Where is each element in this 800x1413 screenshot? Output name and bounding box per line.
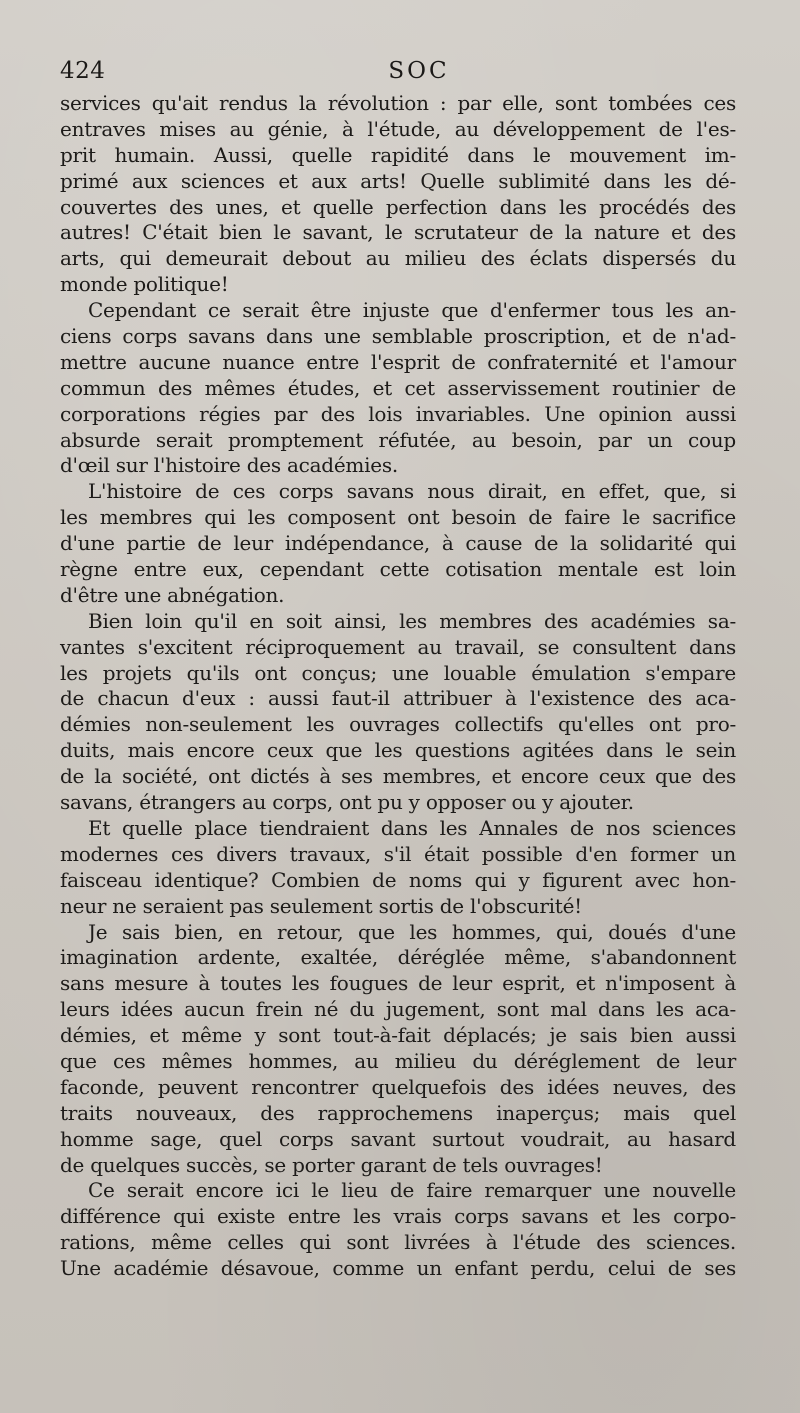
text-line: corporations régies par des lois invariables. Une opinion aussi: [60, 401, 736, 426]
text-line: démies non-seulement les ouvrages collectifs qu'elles ont pro-: [60, 712, 736, 737]
text-line: homme sage, quel corps savant surtout voudrait, au hasard: [60, 1126, 736, 1151]
body-text: [60, 91, 736, 1282]
paragraph: [60, 298, 736, 479]
text-line: autres! C'était bien le savant, le scrutateur de la nature et des: [60, 220, 736, 245]
text-line: Une académie désavoue, comme un enfant perdu, celui de ses: [60, 1256, 736, 1281]
text-line: Ce serait encore ici le lieu de faire remarquer une nouvelle: [88, 1178, 736, 1203]
text-line: mettre aucune nuance entre l'esprit de confraternité et l'amour: [60, 349, 736, 374]
text-line: commun des mêmes études, et cet asservissement routinier de: [60, 375, 736, 400]
text-line: neur ne seraient pas seulement sortis de l'obscurité!: [60, 893, 582, 918]
text-line: ciens corps savans dans une semblable proscription, et de n'ad-: [60, 324, 736, 349]
text-line: rations, même celles qui sont livrées à l'étude des sciences.: [60, 1230, 736, 1255]
text-line: traits nouveaux, des rapprochemens inaperçus; mais quel: [60, 1100, 736, 1125]
text-line: savans, étrangers au corps, ont pu y opposer ou y ajouter.: [60, 790, 634, 815]
text-line: Je sais bien, en retour, que les hommes, qui, doués d'une: [88, 919, 736, 944]
text-line: primé aux sciences et aux arts! Quelle sublimité dans les dé-: [60, 168, 736, 193]
text-line: couvertes des unes, et quelle perfection dans les procédés des: [60, 194, 736, 219]
text-line: duits, mais encore ceux que les questions agitées dans le sein: [60, 738, 736, 763]
text-line: démies, et même y sont tout-à-fait déplacés; je sais bien aussi: [60, 1023, 736, 1048]
text-line: prit humain. Aussi, quelle rapidité dans le mouvement im-: [60, 142, 736, 167]
paragraph: [60, 920, 736, 1179]
text-line: imagination ardente, exaltée, déréglée même, s'abandonnent: [60, 945, 736, 970]
text-line: Et quelle place tiendraient dans les Annales de nos sciences: [88, 815, 736, 840]
text-line: faconde, peuvent rencontrer quelquefois des idées neuves, des: [60, 1074, 736, 1099]
paragraph: [60, 609, 736, 816]
paragraph: [60, 1178, 736, 1282]
text-line: les projets qu'ils ont conçus; une louable émulation s'empare: [60, 660, 736, 685]
text-line: de la société, ont dictés à ses membres, et encore ceux que des: [60, 764, 736, 789]
text-line: monde politique!: [60, 272, 229, 297]
paragraph: [60, 479, 736, 608]
page-number: 424: [60, 58, 106, 84]
paragraph: [60, 816, 736, 920]
text-line: Bien loin qu'il en soit ainsi, les membres des académies sa-: [88, 608, 736, 633]
text-line: que ces mêmes hommes, au milieu du déréglement de leur: [60, 1048, 736, 1073]
text-line: sans mesure à toutes les fougues de leur esprit, et n'imposent à: [60, 971, 736, 996]
paragraph: [60, 91, 736, 298]
text-line: entraves mises au génie, à l'étude, au développement de l'es-: [60, 116, 736, 141]
text-line: d'œil sur l'histoire des académies.: [60, 453, 398, 478]
text-line: arts, qui demeurait debout au milieu des éclats dispersés du: [60, 246, 736, 271]
text-line: règne entre eux, cependant cette cotisation mentale est loin: [60, 557, 736, 582]
text-line: d'une partie de leur indépendance, à cause de la solidarité qui: [60, 531, 736, 556]
text-line: faisceau identique? Combien de noms qui y figurent avec hon-: [60, 867, 736, 892]
text-line: de chacun d'eux : aussi faut-il attribuer à l'existence des aca-: [60, 686, 736, 711]
text-line: services qu'ait rendus la révolution : par elle, sont tombées ces: [60, 91, 736, 115]
text-line: L'histoire de ces corps savans nous dirait, en effet, que, si: [88, 479, 736, 504]
text-line: absurde serait promptement réfutée, au besoin, par un coup: [60, 427, 736, 452]
text-line: vantes s'excitent réciproquement au travail, se consultent dans: [60, 634, 736, 659]
text-line: de quelques succès, se porter garant de tels ouvrages!: [60, 1152, 603, 1177]
text-line: Cependant ce serait être injuste que d'enfermer tous les an-: [88, 298, 736, 323]
text-line: d'être une abnégation.: [60, 582, 285, 607]
text-line: modernes ces divers travaux, s'il était possible d'en former un: [60, 841, 736, 866]
text-line: différence qui existe entre les vrais corps savans et les corpo-: [60, 1204, 736, 1229]
page-header: [60, 56, 734, 90]
text-line: leurs idées aucun frein né du jugement, sont mal dans les aca-: [60, 997, 736, 1022]
text-line: les membres qui les composent ont besoin de faire le sacrifice: [60, 505, 736, 530]
running-head: SOC: [388, 58, 450, 84]
